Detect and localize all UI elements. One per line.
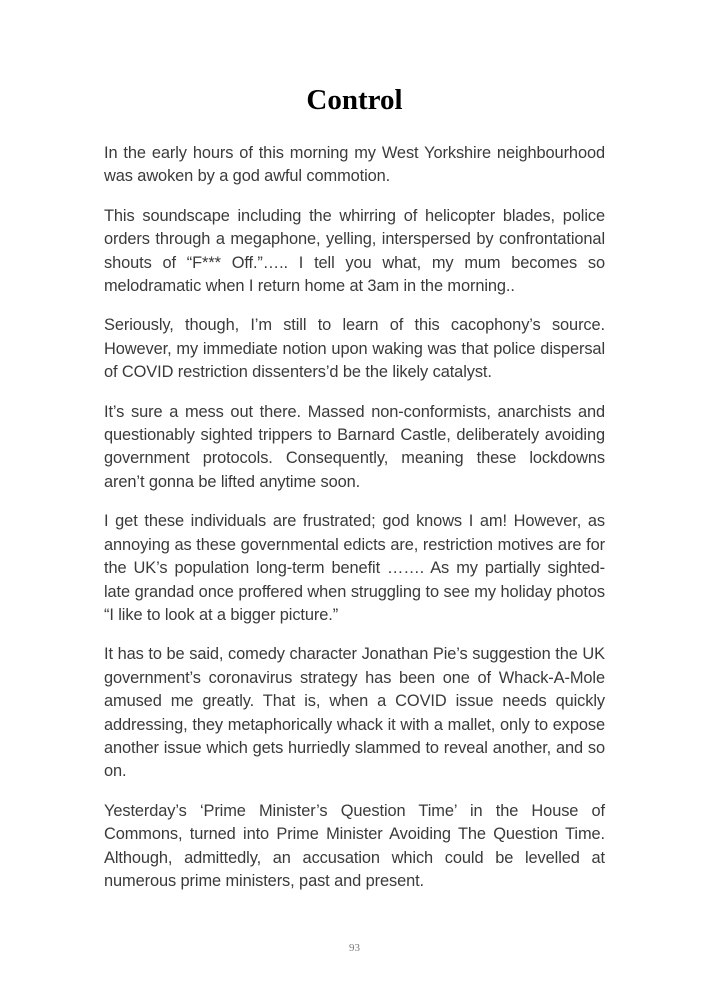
- paragraph-3: Seriously, though, I’m still to learn of this cacophony’s source. However, my immediate notion upon waking was that police dispersal of COVID restriction dissenters’d be the likely catalyst.: [104, 316, 605, 382]
- paragraph-4: It’s sure a mess out there. Massed non-conformists, anarchists and questionably sighted trippers to Barnard Castle, deliberately avoiding government protocols. Consequently, meaning these lockdowns aren’t gonna be lifted anytime soon.: [104, 402, 605, 491]
- paragraph-6: It has to be said, comedy character Jonathan Pie’s suggestion the UK government’s coronavirus strategy has been one of Whack-A-Mole amused me greatly. That is, when a COVID issue needs quickly addressing, they metaphorically whack it with a mallet, only to expose another issue which gets hurriedly slammed to reveal another, and so on.: [104, 645, 605, 781]
- paragraph-2: This soundscape including the whirring of helicopter blades, police orders through a megaphone, yelling, interspersed by confrontational shouts of “F*** Off.”….. I tell you what, my mum becomes so melodramatic when I return home at 3am in the morning..: [104, 206, 605, 296]
- chapter-body: [104, 142, 605, 909]
- paragraph-5: I get these individuals are frustrated; god knows I am! However, as annoying as these governmental edicts are, restriction motives are for the UK’s population long-term benefit ……. As my partially sighted-late grandad once proffered when struggling to see my holiday photos “I like to look at a bigger picture.”: [104, 512, 605, 624]
- paragraph-7: Yesterday’s ‘Prime Minister’s Question Time’ in the House of Commons, turned into Prime Minister Avoiding The Question Time. Although, admittedly, an accusation which could be levelled at numerous prime ministers, past and present.: [104, 801, 605, 890]
- chapter-title: Control: [306, 84, 403, 116]
- page-number: 93: [349, 942, 360, 954]
- paragraph-1: In the early hours of this morning my West Yorkshire neighbourhood was awoken by a god awful commotion.: [104, 144, 605, 186]
